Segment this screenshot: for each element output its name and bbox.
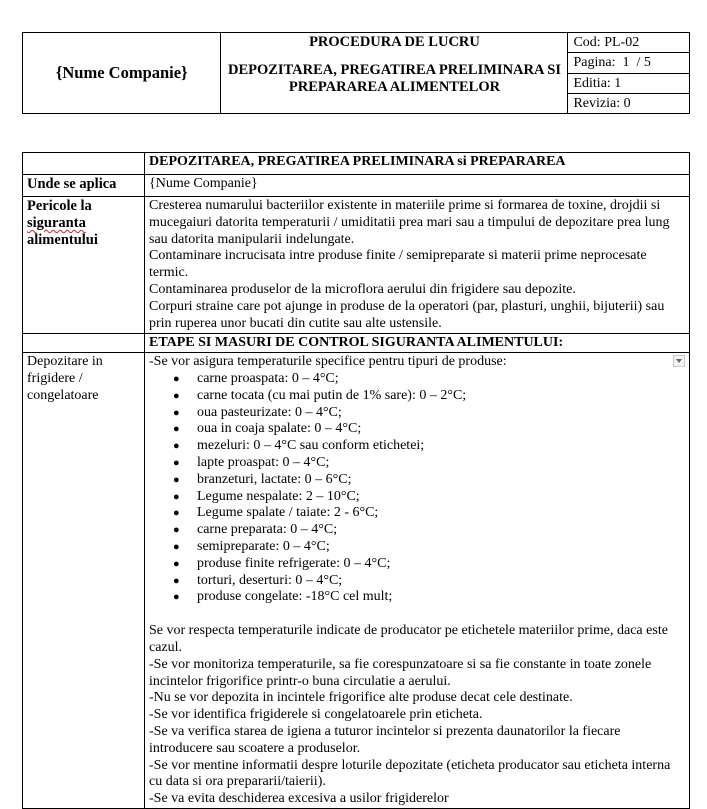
measure-item: -Se vor mentine informatii despre loturile depozitate (eticheta producator sau eticheta interna cu data si ora prepararii/taierii). bbox=[149, 757, 671, 790]
measure-item: -Se va evita deschiderea excesiva a usilor frigiderelor bbox=[149, 791, 449, 807]
measure-item: -Se vor identifica frigiderele si congelatoarele prin eticheta. bbox=[149, 707, 483, 723]
bullet-icon: ● bbox=[173, 557, 180, 570]
temperature-text: produse finite refrigerate: 0 – 4°C; bbox=[197, 555, 391, 571]
doc-page: Pagina: 1 / 5 bbox=[568, 53, 690, 73]
temperature-item bbox=[173, 370, 685, 388]
hazard-item: Cresterea numarului bacteriilor existente in materiile prime si formarea de toxine, drojdii si mucegaiuri datorita temperaturii / umiditatii prea mari sau a timpului de depozitare prea lung sau datorita manipularii indelungate. bbox=[149, 198, 670, 247]
temperature-item bbox=[173, 404, 685, 422]
bullet-icon: ● bbox=[173, 423, 180, 436]
steps-title-row bbox=[23, 334, 690, 353]
temperature-text: branzeturi, lactate: 0 – 6°C; bbox=[197, 471, 352, 487]
temperature-text: oua pasteurizate: 0 – 4°C; bbox=[197, 404, 342, 420]
bullet-icon: ● bbox=[173, 372, 180, 385]
temperature-item bbox=[173, 572, 685, 590]
company-name: {Nume Companie} bbox=[23, 33, 221, 114]
document-header-table bbox=[22, 32, 690, 114]
hazards-label-line: alimentului bbox=[27, 232, 98, 248]
temperature-text: produse congelate: -18°C cel mult; bbox=[197, 589, 393, 605]
temperature-text: carne proaspata: 0 – 4°C; bbox=[197, 370, 339, 386]
where-applies-label: Unde se aplica bbox=[23, 175, 145, 197]
where-applies-row bbox=[23, 175, 690, 197]
temperature-text: carne tocata (cu mai putin de 1% sare): 0 – 2°C; bbox=[197, 387, 467, 403]
temperature-item bbox=[173, 522, 685, 539]
bullet-icon: ● bbox=[173, 389, 180, 402]
bullet-icon: ● bbox=[173, 524, 180, 537]
where-applies-value: {Nume Companie} bbox=[145, 175, 690, 197]
hazard-item: Contaminarea produselor de la microflora aerului din frigidere sau depozite. bbox=[149, 281, 576, 297]
temperature-item bbox=[173, 454, 685, 472]
hazard-item: Corpuri straine care pot ajunge in produse de la operatori (par, plasturi, unghii, bijuterii) sau prin ruperea unor bucati din cutite sau alte ustensile. bbox=[149, 298, 665, 331]
storage-content bbox=[145, 353, 690, 809]
temperature-item bbox=[173, 538, 685, 556]
empty-cell bbox=[23, 334, 145, 353]
bullet-icon: ● bbox=[173, 507, 180, 520]
hazards-text bbox=[145, 197, 690, 334]
temperature-text: mezeluri: 0 – 4°C sau conform etichetei; bbox=[197, 438, 425, 454]
measures-list bbox=[149, 623, 685, 808]
measure-item: -Se va verifica starea de igiena a tuturor incintelor si prezenta daunatorilor la fiecare introducere sau scoatere a produselor. bbox=[149, 723, 621, 756]
doc-revision: Revizia: 0 bbox=[568, 93, 690, 113]
procedure-label: PROCEDURA DE LUCRU bbox=[309, 34, 480, 50]
empty-cell bbox=[23, 153, 145, 175]
hazards-label bbox=[23, 197, 145, 334]
procedure-body-table bbox=[22, 152, 690, 809]
temperature-text: Legume spalate / taiate: 2 - 6°C; bbox=[197, 505, 379, 521]
temperature-text: torturi, deserturi: 0 – 4°C; bbox=[197, 572, 343, 588]
hazards-row bbox=[23, 197, 690, 334]
temperature-text: lapte proaspat: 0 – 4°C; bbox=[197, 454, 330, 470]
storage-intro: -Se vor asigura temperaturile specifice pentru tipuri de produse: bbox=[149, 354, 507, 370]
bullet-icon: ● bbox=[173, 574, 180, 587]
temperature-item bbox=[173, 471, 685, 489]
dropdown-arrow-icon[interactable] bbox=[673, 355, 685, 367]
steps-title: ETAPE SI MASURI DE CONTROL SIGURANTA ALIMENTULUI: bbox=[145, 334, 690, 353]
bullet-icon: ● bbox=[173, 473, 180, 486]
temperature-item bbox=[173, 589, 685, 606]
temperature-text: carne preparata: 0 – 4°C; bbox=[197, 522, 338, 538]
hazard-item: Contaminare incrucisata intre produse finite / semipreparate si materii prime neprocesate termic. bbox=[149, 248, 647, 281]
bullet-icon: ● bbox=[173, 406, 180, 419]
doc-code: Cod: PL-02 bbox=[568, 33, 690, 53]
bullet-icon: ● bbox=[173, 490, 180, 503]
procedure-title: DEPOZITAREA, PREGATIREA PRELIMINARA SI PREPARAREA ALIMENTELOR bbox=[227, 62, 561, 95]
hazards-label-line: siguranta bbox=[27, 215, 86, 231]
doc-edition: Editia: 1 bbox=[568, 73, 690, 93]
section-title: DEPOZITAREA, PREGATIREA PRELIMINARA si PREPARAREA bbox=[145, 153, 690, 175]
temperature-text: Legume nespalate: 2 – 10°C; bbox=[197, 488, 360, 504]
temperature-item bbox=[173, 438, 685, 455]
temperature-item bbox=[173, 387, 685, 405]
temperature-text: semipreparate: 0 – 4°C; bbox=[197, 538, 330, 554]
temperature-item bbox=[173, 421, 685, 438]
storage-row bbox=[23, 353, 690, 809]
temperature-item bbox=[173, 555, 685, 573]
hazards-label-line: Pericole la bbox=[27, 198, 92, 214]
section-title-row bbox=[23, 153, 690, 175]
bullet-icon: ● bbox=[173, 440, 180, 453]
bullet-icon: ● bbox=[173, 591, 180, 604]
bullet-icon: ● bbox=[173, 540, 180, 553]
temperature-list bbox=[149, 371, 685, 606]
measure-item: Se vor respecta temperaturile indicate de producator pe etichetele materiilor prime, daca este cazul. bbox=[149, 623, 668, 655]
temperature-item bbox=[173, 488, 685, 506]
storage-label: Depozitare in frigidere / congelatoare bbox=[23, 353, 145, 809]
bullet-icon: ● bbox=[173, 456, 180, 469]
procedure-title-cell bbox=[221, 33, 568, 114]
temperature-text: oua in coaja spalate: 0 – 4°C; bbox=[197, 421, 362, 437]
temperature-item bbox=[173, 505, 685, 522]
measure-item: -Nu se vor depozita in incintele frigorifice alte produse decat cele destinate. bbox=[149, 690, 573, 706]
measure-item: -Se vor monitoriza temperaturile, sa fie corespunzatoare si sa fie constante in toate zonele incintelor frigorifice printr-o buna circulatie a aerului. bbox=[149, 656, 652, 689]
